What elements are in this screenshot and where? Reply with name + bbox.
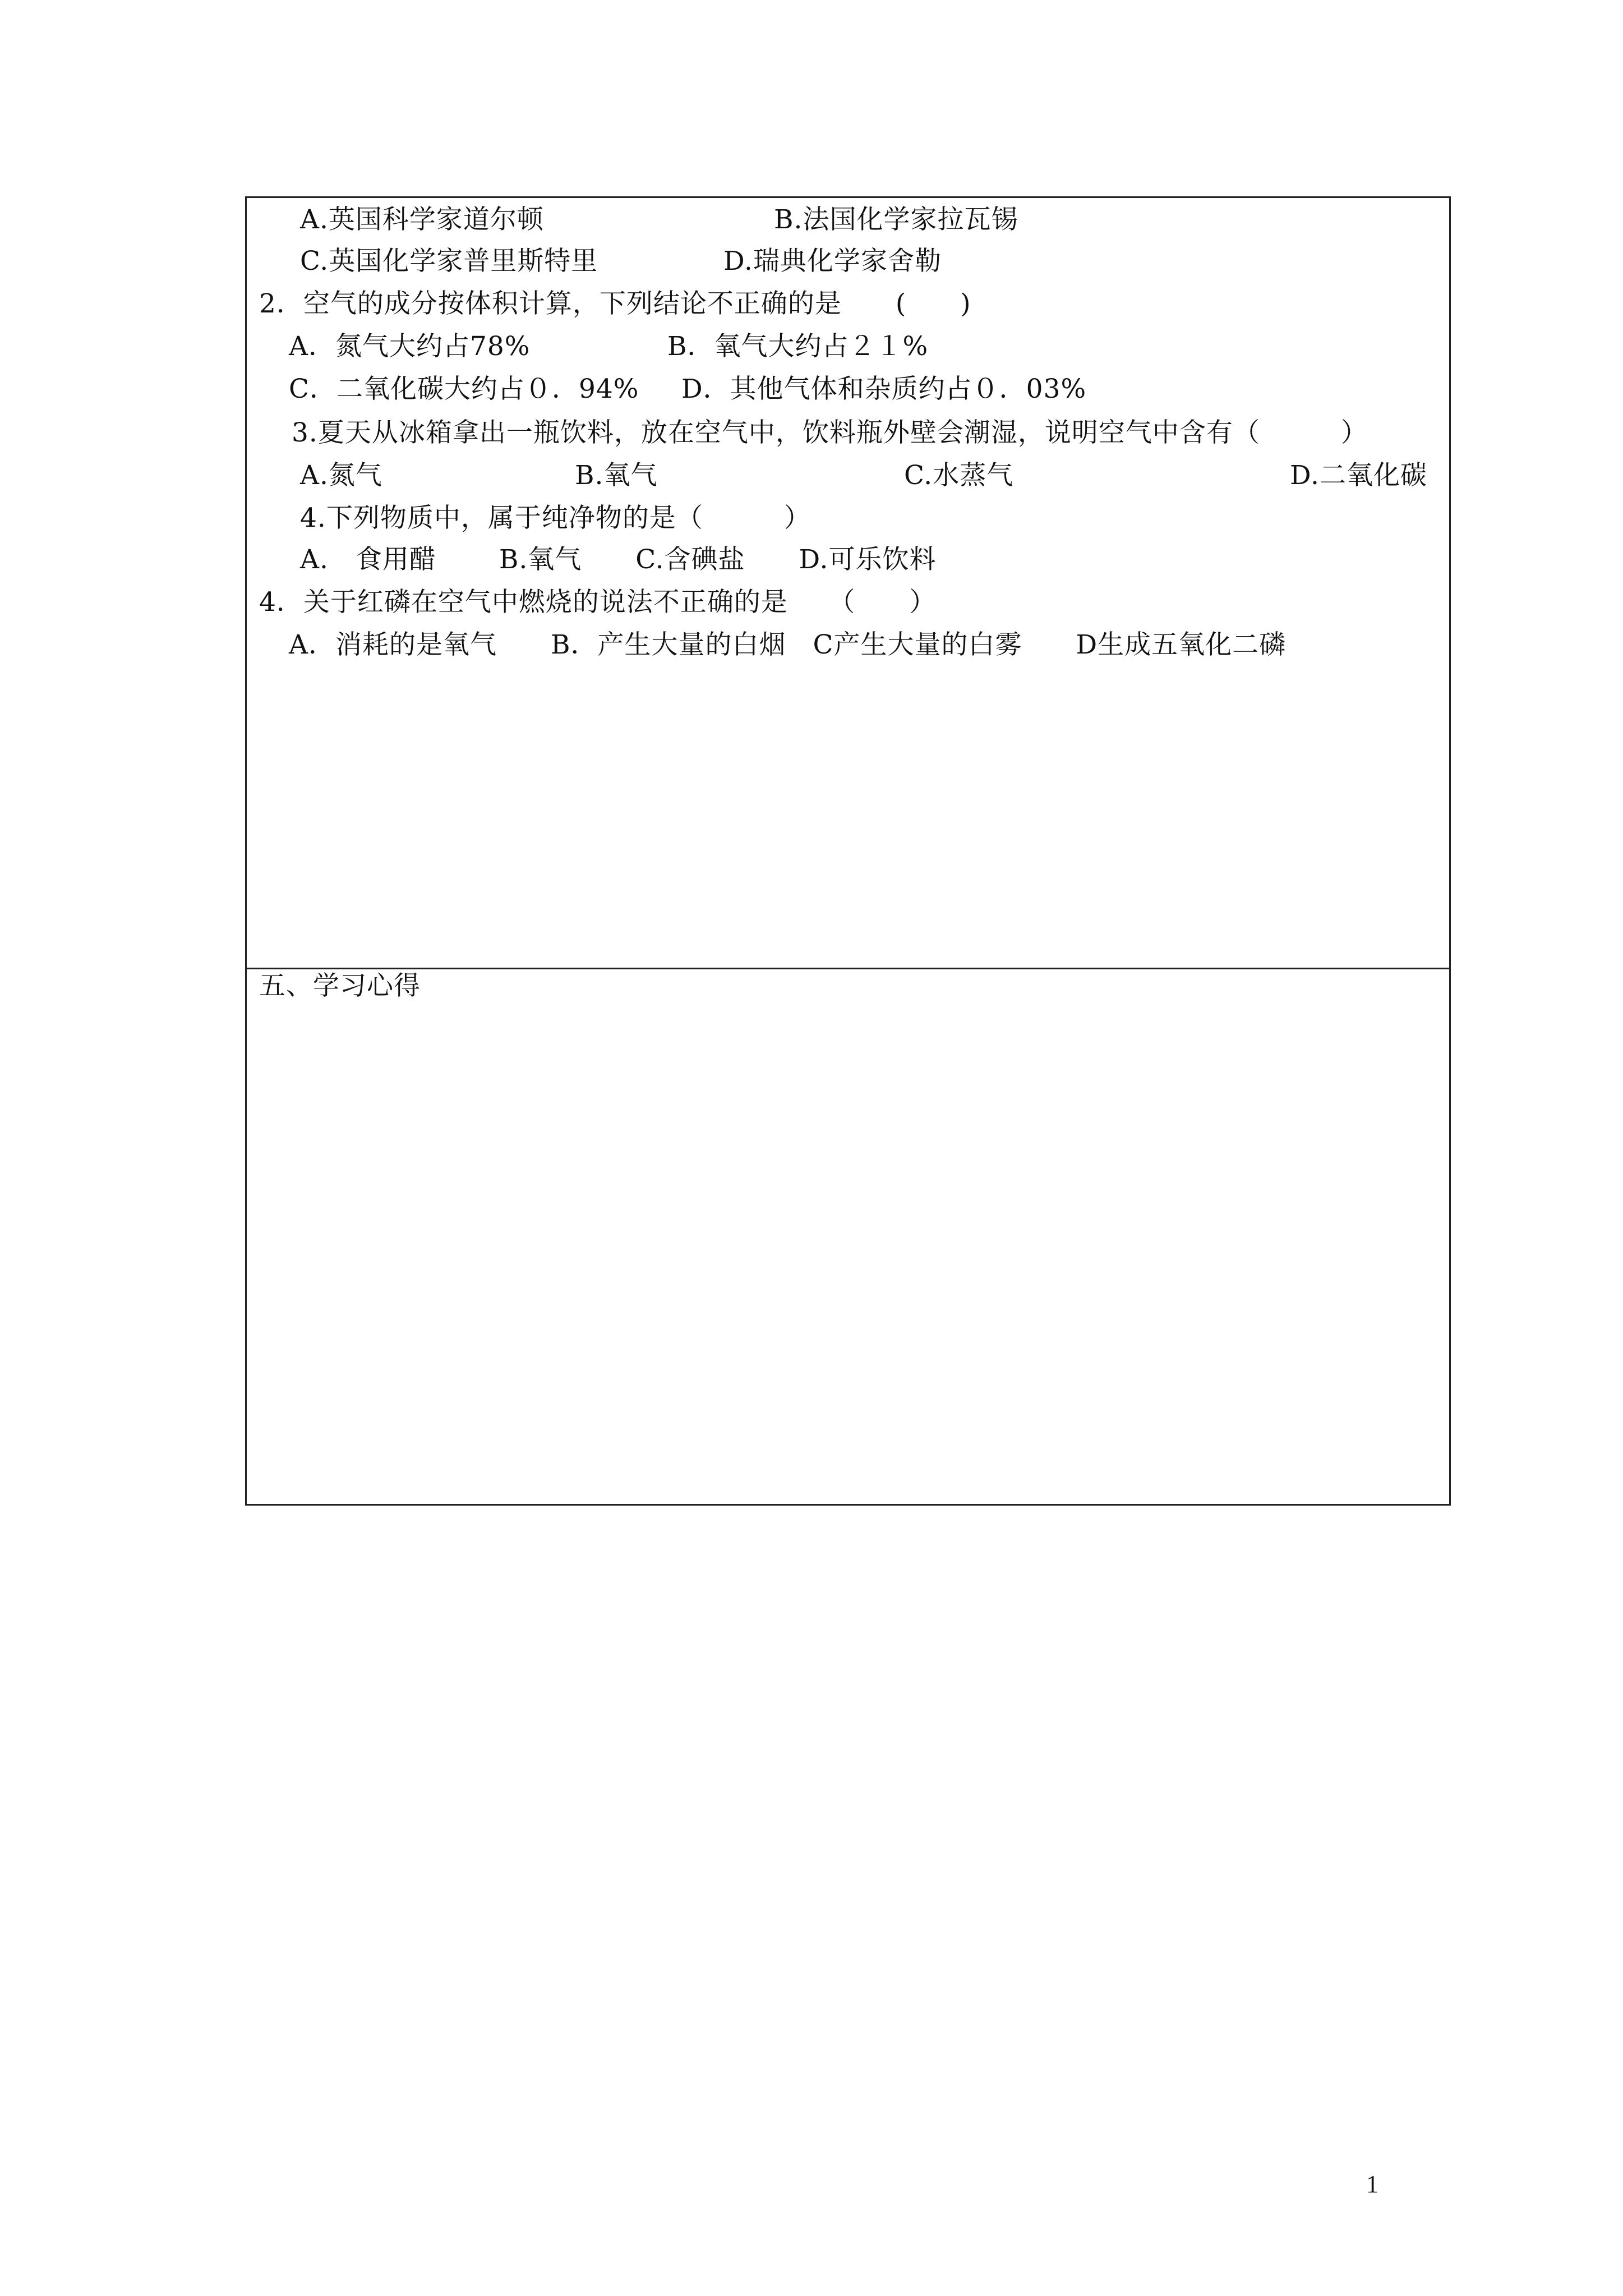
q4a-options: A. 食用醋 B.氧气 C.含碘盐 D.可乐饮料: [300, 544, 937, 575]
q1-option-a: A.英国科学家道尔顿: [300, 204, 544, 235]
q1-option-b: B.法国化学家拉瓦锡: [774, 204, 1018, 235]
table-divider: [247, 968, 1449, 969]
q1-option-d: D.瑞典化学家舍勒: [723, 246, 942, 277]
q3-option-d: D.二氧化碳: [1290, 460, 1427, 491]
q2-option-c: C．二氧化碳大约占０．94%: [289, 374, 639, 404]
section-title-learning-reflection: 五、学习心得: [259, 970, 421, 1001]
q2-option-a: A．氮气大约占78%: [289, 331, 531, 362]
q3-stem: 3.夏天从冰箱拿出一瓶饮料，放在空气中，饮料瓶外壁会潮湿，说明空气中含有（ ）: [292, 417, 1368, 448]
q3-option-c: C.水蒸气: [904, 460, 1014, 491]
q2-option-b: B．氧气大约占２１%: [667, 331, 929, 362]
q4b-stem: 4．关于红磷在空气中燃烧的说法不正确的是 （ ）: [259, 587, 937, 618]
q3-option-a: A.氮气: [300, 460, 382, 491]
q4b-options: A．消耗的是氧气 B．产生大量的白烟 C产生大量的白雾 D生成五氧化二磷: [289, 629, 1287, 660]
q4a-stem: 4.下列物质中，属于纯净物的是（ ）: [300, 503, 811, 533]
page-number: 1: [1366, 2170, 1378, 2198]
q2-stem: 2．空气的成分按体积计算，下列结论不正确的是 ( ): [259, 288, 971, 319]
q2-option-d: D．其他气体和杂质约占０．03%: [681, 374, 1087, 404]
q1-option-c: C.英国化学家普里斯特里: [300, 246, 598, 277]
q3-option-b: B.氧气: [575, 460, 658, 491]
